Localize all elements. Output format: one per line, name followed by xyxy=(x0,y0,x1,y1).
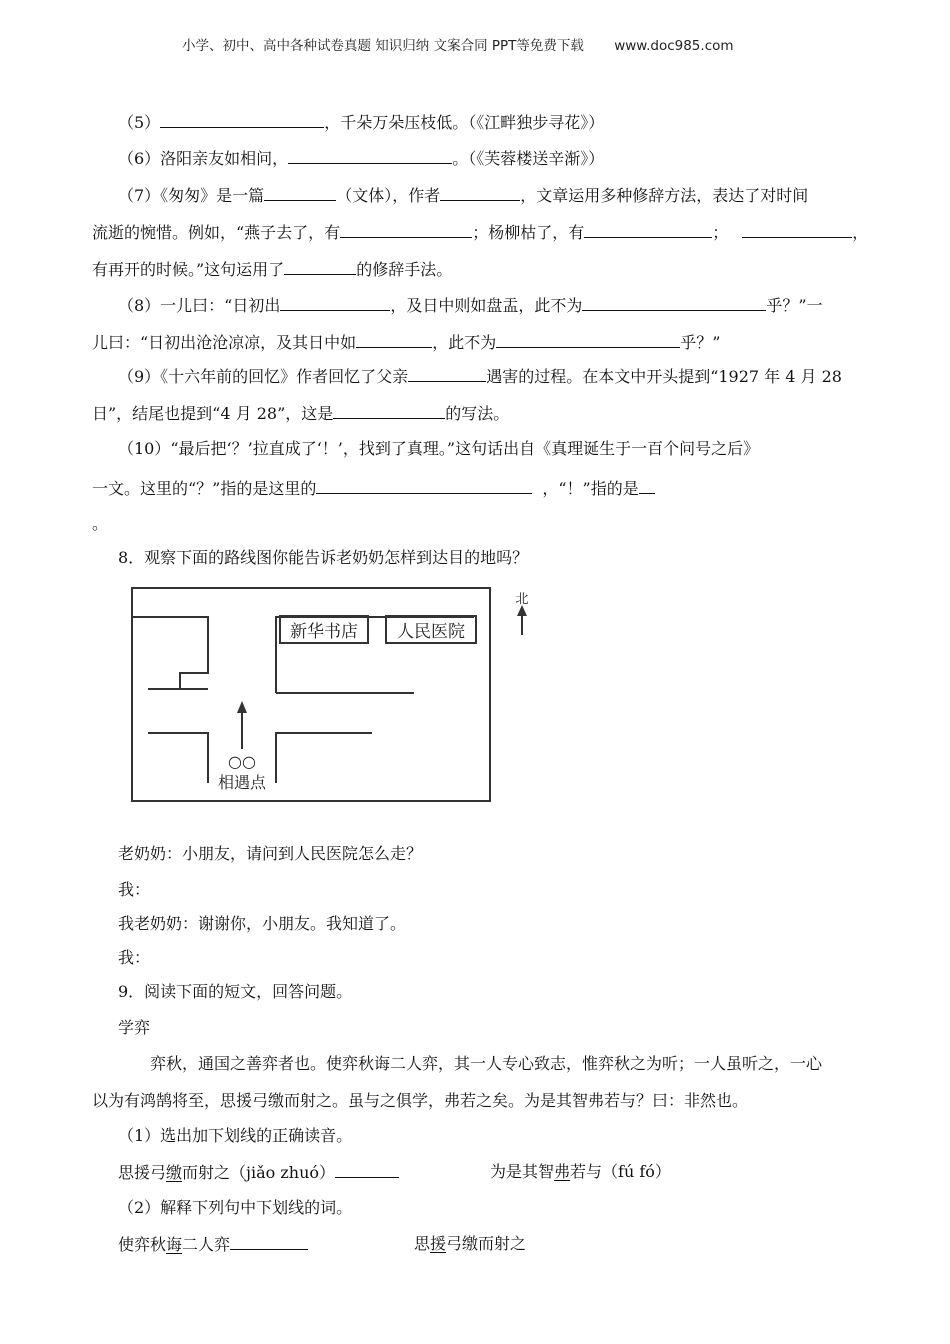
q7-item-7-line1: （7）《匆匆》是一篇 （文体），作者 ，文章运用多种修辞方法，表达了对时间 xyxy=(118,186,809,205)
answer-blank[interactable] xyxy=(496,332,680,348)
answer-blank[interactable] xyxy=(582,295,766,311)
route-map xyxy=(128,583,538,805)
q9-sub-2: （2）解释下列句中下划线的词。 xyxy=(118,1198,353,1217)
q9-sub-1: （1）选出加下划线的正确读音。 xyxy=(118,1126,353,1145)
answer-blank[interactable] xyxy=(742,222,852,238)
header-url: www.doc985.com xyxy=(614,38,734,54)
answer-blank[interactable] xyxy=(160,112,324,128)
q7-item-8-line1: （8）一儿曰：“日初出 ，及日中则如盘盂，此不为 乎？”一 xyxy=(118,296,823,315)
q7-item-7-line3: 有再开的时候。”这句运用了 的修辞手法。 xyxy=(92,260,453,279)
answer-blank[interactable] xyxy=(333,403,445,419)
answer-blank[interactable] xyxy=(284,259,356,275)
map-road-edge xyxy=(132,617,208,689)
answer-blank[interactable] xyxy=(230,1234,308,1250)
meet-point-label: 相遇点 xyxy=(217,773,267,792)
answer-blank[interactable] xyxy=(264,185,336,201)
store-label-xinhua: 新华书店 xyxy=(290,622,358,642)
q7-item-9-line2: 日”，结尾也提到“4 月 28”，这是 的写法。 xyxy=(92,404,510,423)
q9-explain-2: 思援弓缴而射之 xyxy=(414,1234,527,1253)
q7-item-10-line3: 。 xyxy=(92,514,109,533)
q9-reading-1: 思援弓缴而射之（jiǎo zhuó） xyxy=(118,1162,399,1183)
answer-blank[interactable] xyxy=(335,1162,399,1178)
q9-explain-1: 使弈秋诲二人弈 xyxy=(118,1234,308,1255)
q9-reading-2: 为是其智弗若与（fú fó） xyxy=(490,1162,671,1181)
q8-title: 8．观察下面的路线图你能告诉老奶奶怎样到达目的地吗？ xyxy=(118,548,529,567)
map-border xyxy=(132,588,490,801)
map-road-edge xyxy=(148,733,208,783)
answer-blank[interactable] xyxy=(280,295,390,311)
map-road-edge xyxy=(276,733,372,783)
q7-item-9-line1: （9）《十六年前的回忆》作者回忆了父亲 遇害的过程。在本文中开头提到“1927 年 4 月 28 xyxy=(118,367,842,386)
people-icons: ○○ xyxy=(228,752,256,771)
q7-item-10-line1: （10）“最后把‘？’拉直成了‘！’，找到了真理。”这句话出自《真理诞生于一百个问号之后》 xyxy=(118,439,760,458)
answer-blank[interactable] xyxy=(584,222,712,238)
dialog-line-1: 老奶奶：小朋友，请问到人民医院怎么走？ xyxy=(118,844,423,863)
passage-heading: 学弈 xyxy=(118,1018,151,1037)
answer-blank[interactable] xyxy=(316,478,532,494)
q7-item-8-line2: 儿曰：“日初出沧沧凉凉，及其日中如 ，此不为 乎？” xyxy=(92,333,721,352)
dialog-line-2: 我： xyxy=(118,880,151,899)
answer-blank[interactable] xyxy=(288,148,452,164)
dialog-line-3: 我老奶奶：谢谢你，小朋友。我知道了。 xyxy=(118,914,407,933)
north-label: 北 xyxy=(515,592,529,607)
answer-blank[interactable] xyxy=(408,366,486,382)
q9-title: 9．阅读下面的短文，回答问题。 xyxy=(118,982,353,1001)
q7-item-7-line2: 流逝的惋惜。例如，“燕子去了，有 ；杨柳枯了，有 ； ， xyxy=(92,223,869,242)
answer-blank[interactable] xyxy=(639,478,655,494)
store-label-hospital: 人民医院 xyxy=(397,622,465,642)
header-text: 小学、初中、高中各种试卷真题 知识归纳 文案合同 PPT等免费下载 xyxy=(182,38,584,54)
route-arrow-head xyxy=(237,701,247,713)
answer-blank[interactable] xyxy=(340,222,472,238)
q7-item-6: （6）洛阳亲友如相问， 。（《芙蓉楼送辛渐》） xyxy=(118,149,605,168)
answer-blank[interactable] xyxy=(440,185,520,201)
page-header xyxy=(182,36,734,56)
answer-blank[interactable] xyxy=(356,332,432,348)
passage-line-1: 弈秋，通国之善弈者也。使弈秋诲二人弈，其一人专心致志，惟弈秋之为听；一人虽听之，一心 xyxy=(150,1054,823,1073)
q7-item-10-line2: 一文。这里的“？”指的是这里的 ，“！”指的是 xyxy=(92,478,655,499)
dialog-line-4: 我： xyxy=(118,948,151,967)
q7-item-5: （5） ，千朵万朵压枝低。（《江畔独步寻花》） xyxy=(118,113,605,132)
passage-line-2: 以为有鸿鹄将至，思援弓缴而射之。虽与之俱学，弗若之矣。为是其智弗若与？曰：非然也。 xyxy=(92,1091,749,1110)
